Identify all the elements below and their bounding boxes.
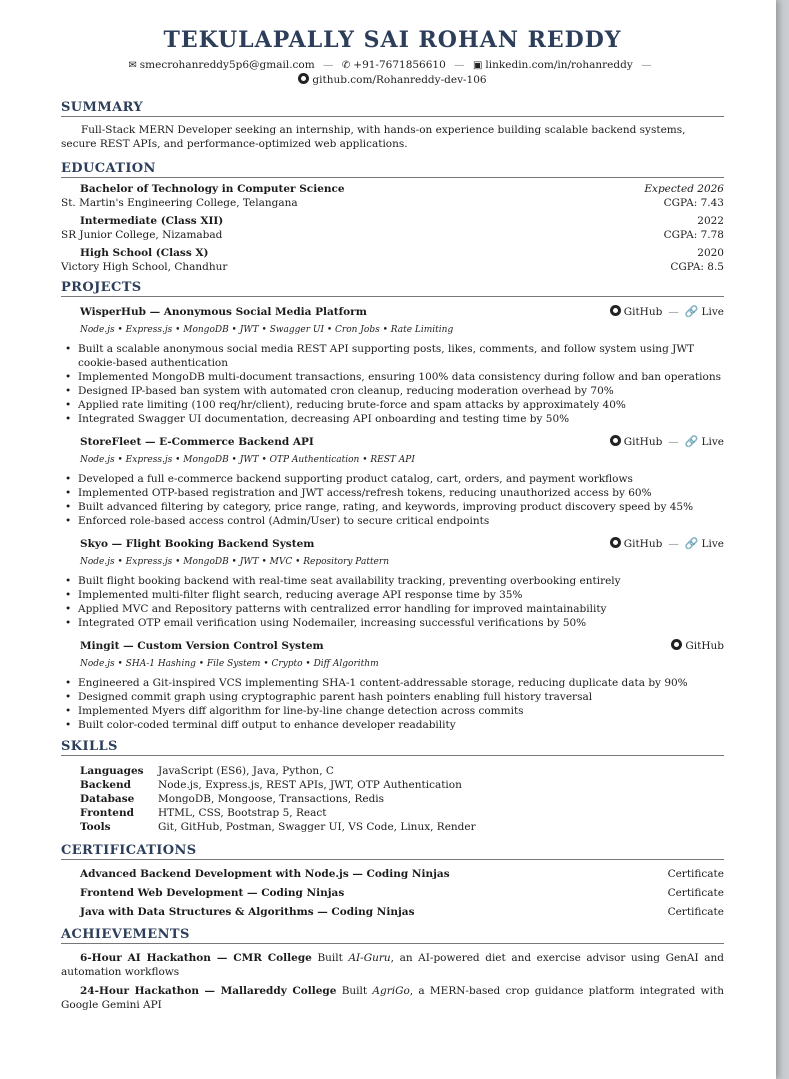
bullet-item: • Enforced role-based access control (Admin/User) to secure critical endpoints — [61, 514, 724, 528]
project-links — [610, 435, 724, 449]
resume-content — [61, 0, 724, 1012]
project-tech-stack: Node.js • Express.js • MongoDB • JWT • Swagger UI • Cron Jobs • Rate Limiting — [80, 325, 454, 335]
education-entry — [61, 214, 724, 242]
skill-row — [80, 806, 724, 820]
bullet-item: • Implemented multi-filter flight search, reducing average API response time by 35% — [61, 588, 724, 602]
certifications-list — [61, 867, 724, 919]
project-bullets — [61, 574, 724, 630]
project-title: WisperHub — Anonymous Social Media Platform — [80, 306, 367, 318]
skill-values: JavaScript (ES6), Java, Python, C — [158, 765, 334, 777]
contact-bar — [61, 58, 724, 87]
education-grade: CGPA: 7.78 — [663, 229, 724, 241]
achievement-item — [61, 984, 724, 1012]
email-link[interactable]: smecrohanreddy5p6@gmail.com — [139, 59, 315, 71]
live-link-label: Live — [701, 436, 724, 448]
project-tech-stack: Node.js • Express.js • MongoDB • JWT • OTP Authentication • REST API — [80, 455, 415, 465]
skill-category: Frontend — [80, 807, 134, 819]
certificate-link[interactable]: Certificate — [667, 868, 724, 880]
bullet-item: • Integrated OTP email verification using Nodemailer, increasing successful verifications by 50% — [61, 616, 724, 630]
education-row — [61, 228, 724, 242]
separator: — — [641, 59, 652, 71]
education-row — [61, 196, 724, 210]
bullet-item: • Applied rate limiting (100 req/hr/client), reducing brute-force and spam attacks by approximately 40% — [61, 398, 724, 412]
project-header — [61, 537, 724, 551]
github-link-label: GitHub — [685, 640, 724, 652]
bullet-item: • Implemented OTP-based registration and JWT access/refresh tokens, reducing unauthorized access by 60% — [61, 486, 724, 500]
project-title: Skyo — Flight Booking Backend System — [80, 538, 315, 550]
education-grade: CGPA: 8.5 — [670, 261, 724, 273]
bullet-item: • Engineered a Git-inspired VCS implementing SHA-1 content-addressable storage, reducing duplicate data by 90% — [61, 676, 724, 690]
link-separator: — — [668, 436, 679, 448]
github-link[interactable] — [610, 305, 663, 319]
candidate-name: TEKULAPALLY SAI ROHAN REDDY — [163, 27, 622, 53]
certification-row — [61, 886, 724, 900]
education-row — [61, 260, 724, 274]
project-title: StoreFleet — E-Commerce Backend API — [80, 436, 314, 448]
link-icon: 🔗 — [684, 435, 699, 448]
school-name: St. Martin's Engineering College, Telangana — [61, 197, 298, 209]
github-link[interactable] — [610, 435, 663, 449]
bullet-item: • Built flight booking backend with real-time seat availability tracking, preventing overbooking entirely — [61, 574, 724, 588]
link-icon: 🔗 — [684, 537, 699, 550]
summary-heading: SUMMARY — [61, 100, 724, 117]
bullet-item: • Built color-coded terminal diff output to enhance developer readability — [61, 718, 724, 732]
skills-heading: SKILLS — [61, 739, 724, 756]
education-entry — [61, 246, 724, 274]
separator: — — [323, 59, 334, 71]
project-header — [61, 435, 724, 449]
link-separator: — — [668, 538, 679, 550]
link-icon: 🔗 — [684, 305, 699, 318]
live-link[interactable] — [685, 435, 724, 449]
skills-list — [61, 764, 724, 834]
skill-row — [80, 778, 724, 792]
project-bullets — [61, 676, 724, 732]
achievement-project-name: AI-Guru — [348, 952, 391, 964]
live-link[interactable] — [685, 305, 724, 319]
skill-values: Node.js, Express.js, REST APIs, JWT, OTP Authentication — [158, 779, 462, 791]
phone-icon: ✆ — [341, 60, 351, 71]
degree-title: High School (Class X) — [80, 247, 209, 259]
phone-link[interactable]: +91-7671856610 — [353, 59, 446, 71]
live-link-label: Live — [701, 306, 724, 318]
github-link[interactable] — [671, 639, 724, 653]
skill-row — [80, 764, 724, 778]
achievement-project-name: AgriGo — [372, 985, 410, 997]
linkedin-icon: ▣ — [472, 60, 483, 71]
achievement-title: 24-Hour Hackathon — Mallareddy College — [80, 985, 337, 997]
bullet-item: • Designed IP-based ban system with automated cron cleanup, reducing moderation overhead by 70% — [61, 384, 724, 398]
education-list — [61, 182, 724, 274]
project-links — [610, 305, 724, 319]
projects-list — [61, 305, 724, 732]
github-icon — [610, 435, 621, 446]
project-title: Mingit — Custom Version Control System — [80, 640, 324, 652]
degree-title: Bachelor of Technology in Computer Science — [80, 183, 345, 195]
live-link[interactable] — [685, 537, 724, 551]
skill-category: Languages — [80, 765, 144, 777]
skill-values: HTML, CSS, Bootstrap 5, React — [158, 807, 327, 819]
project-header — [61, 305, 724, 319]
certification-title: Advanced Backend Development with Node.js — Coding Ninjas — [80, 868, 450, 880]
certificate-link[interactable]: Certificate — [667, 887, 724, 899]
school-name: SR Junior College, Nizamabad — [61, 229, 223, 241]
bullet-item: • Integrated Swagger UI documentation, decreasing API onboarding and testing time by 50% — [61, 412, 724, 426]
certification-row — [61, 905, 724, 919]
skill-category: Backend — [80, 779, 132, 791]
bullet-item: • Implemented MongoDB multi-document transactions, ensuring 100% data consistency during follow and ban operations — [61, 370, 724, 384]
link-separator: — — [668, 306, 679, 318]
certifications-heading: CERTIFICATIONS — [61, 843, 724, 860]
education-row — [61, 214, 724, 228]
achievements-list — [61, 951, 724, 1012]
school-name: Victory High School, Chandhur — [61, 261, 228, 273]
github-link-label: GitHub — [623, 538, 663, 550]
github-link-label: GitHub — [623, 306, 663, 318]
live-link-label: Live — [701, 538, 724, 550]
achievements-heading: ACHIEVEMENTS — [61, 927, 724, 944]
project-bullets — [61, 472, 724, 528]
degree-title: Intermediate (Class XII) — [80, 215, 224, 227]
education-heading: EDUCATION — [61, 161, 724, 178]
achievement-text-pre: Built — [341, 985, 373, 997]
github-icon — [610, 305, 621, 316]
projects-heading: PROJECTS — [61, 280, 724, 297]
bullet-item: • Applied MVC and Repository patterns with centralized error handling for improved maintainability — [61, 602, 724, 616]
summary-text: Full-Stack MERN Developer seeking an internship, with hands-on experience building scalable backend systems, secure REST APIs, and performance-optimized web applications. — [61, 124, 686, 150]
education-date: 2022 — [697, 215, 724, 227]
skill-row — [80, 792, 724, 806]
certification-title: Java with Data Structures & Algorithms — Coding Ninjas — [80, 906, 415, 918]
github-icon — [298, 73, 309, 84]
separator: — — [454, 59, 465, 71]
project-links — [610, 537, 724, 551]
certification-title: Frontend Web Development — Coding Ninjas — [80, 887, 345, 899]
mail-icon: ✉ — [128, 60, 137, 71]
achievement-text-post: , an AI-powered diet and exercise advisor using GenAI and automation workflows — [61, 952, 724, 978]
bullet-item: • Implemented Myers diff algorithm for line-by-line change detection across commits — [61, 704, 724, 718]
project-tech-stack: Node.js • SHA-1 Hashing • File System • Crypto • Diff Algorithm — [80, 659, 379, 669]
bullet-item: • Built a scalable anonymous social media REST API supporting posts, likes, comments, and follow system using JWT cookie-based authentication — [61, 342, 724, 370]
education-row — [61, 182, 724, 196]
achievement-text-post: , a MERN-based crop guidance platform integrated with Google Gemini API — [61, 985, 724, 1011]
achievement-title: 6-Hour AI Hackathon — CMR College — [80, 952, 312, 964]
education-row — [61, 246, 724, 260]
education-date: 2020 — [697, 247, 724, 259]
project-links — [671, 639, 724, 653]
skill-values: Git, GitHub, Postman, Swagger UI, VS Code, Linux, Render — [158, 821, 476, 833]
bullet-item: • Built advanced filtering by category, price range, rating, and keywords, improving product discovery speed by 45% — [61, 500, 724, 514]
skill-values: MongoDB, Mongoose, Transactions, Redis — [158, 793, 385, 805]
project-tech-stack: Node.js • Express.js • MongoDB • JWT • MVC • Repository Pattern — [80, 557, 389, 567]
project-header — [61, 639, 724, 653]
github-link-label: GitHub — [623, 436, 663, 448]
certification-row — [61, 867, 724, 881]
linkedin-link[interactable]: linkedin.com/in/rohanreddy — [485, 59, 633, 71]
skill-category: Database — [80, 793, 135, 805]
github-link[interactable]: github.com/Rohanreddy-dev-106 — [312, 74, 487, 86]
github-link[interactable] — [610, 537, 663, 551]
achievement-text-pre: Built — [317, 952, 349, 964]
github-icon — [610, 537, 621, 548]
achievement-item — [61, 951, 724, 979]
education-grade: CGPA: 7.43 — [663, 197, 724, 209]
project-bullets — [61, 342, 724, 426]
education-entry — [61, 182, 724, 210]
bullet-item: • Developed a full e-commerce backend supporting product catalog, cart, orders, and payment workflows — [61, 472, 724, 486]
certificate-link[interactable]: Certificate — [667, 906, 724, 918]
skill-row — [80, 820, 724, 834]
education-date: Expected 2026 — [644, 183, 724, 195]
github-icon — [671, 639, 682, 650]
skill-category: Tools — [80, 821, 111, 833]
bullet-item: • Designed commit graph using cryptographic parent hash pointers enabling full history traversal — [61, 690, 724, 704]
